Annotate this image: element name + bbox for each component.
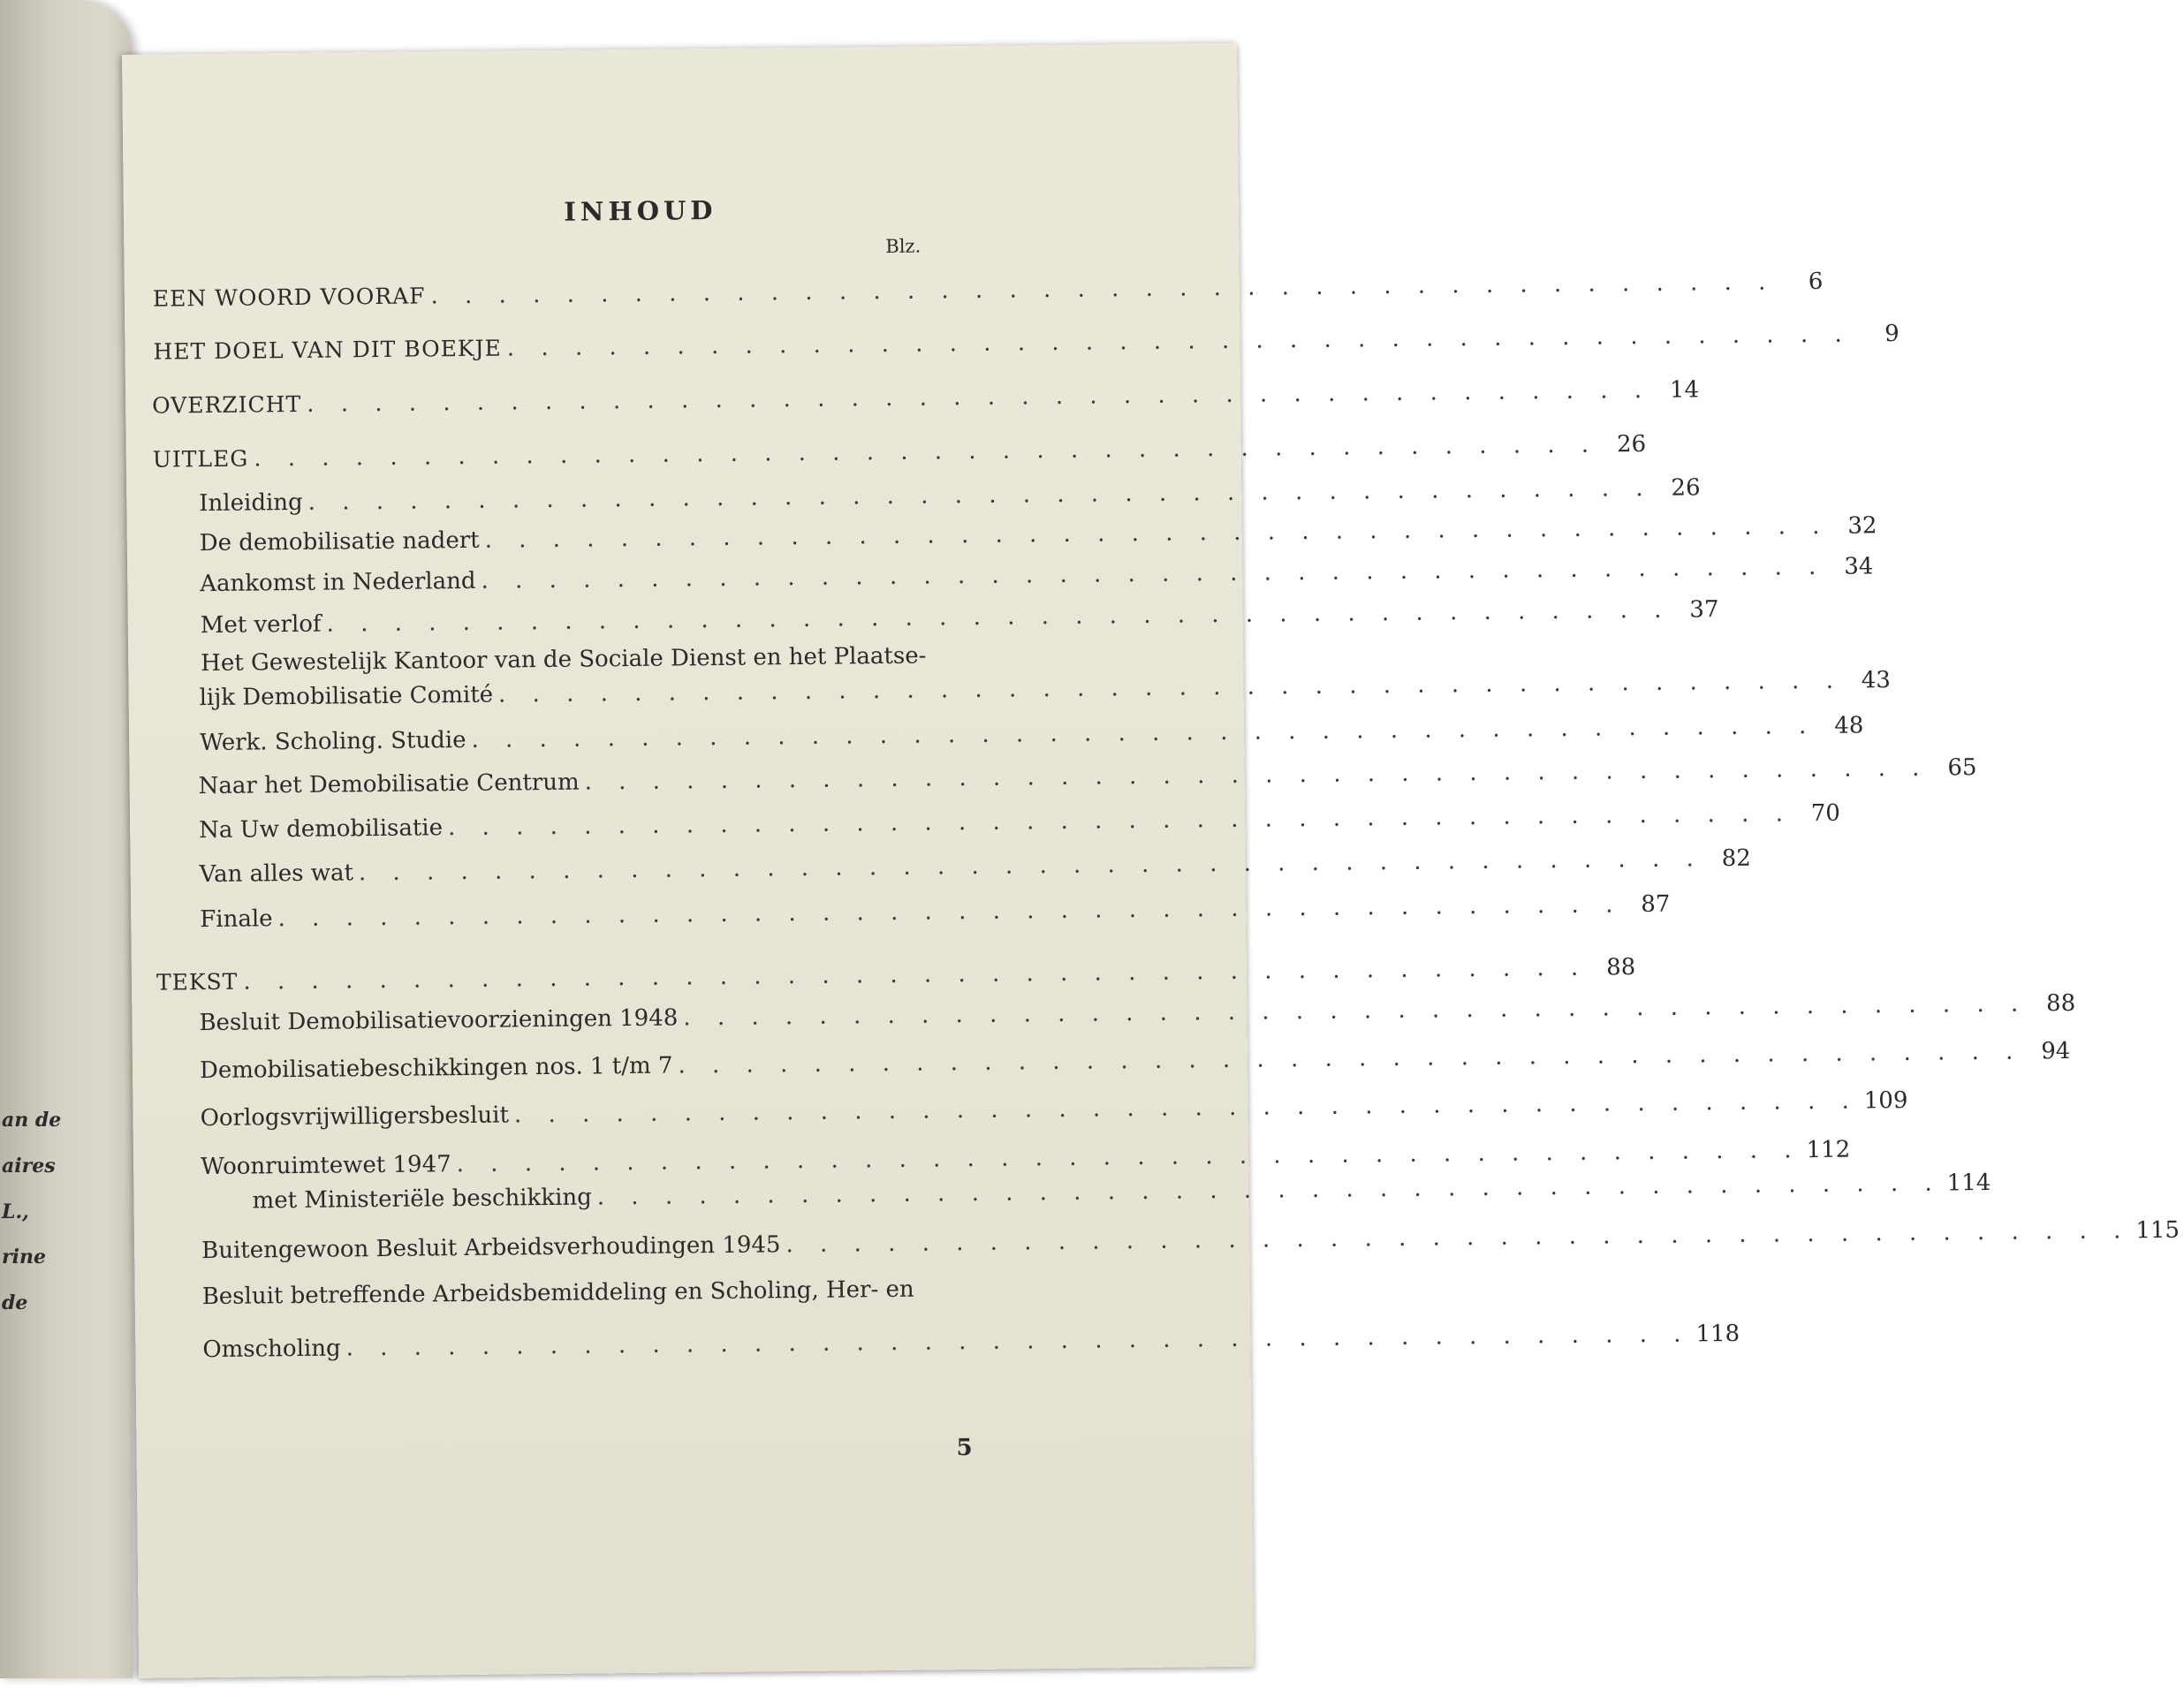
toc-subentry	[200, 712, 1864, 757]
toc-subentry	[201, 1216, 2180, 1265]
toc-entry-label: Woonruimtewet 1947	[201, 1151, 451, 1181]
facing-page	[0, 0, 133, 1678]
toc-entry-page: 6	[1808, 268, 1824, 296]
toc-subentry	[199, 512, 1877, 557]
toc-entry-label: lijk Demobilisatie Comité	[199, 681, 494, 712]
toc-subentry	[200, 553, 1874, 598]
toc-entry-page: 88	[2045, 989, 2076, 1018]
leader-dots: . . . . . . . . . . . . . . . . . . . . . . . . . . . . . . . . . . . . . . . .	[596, 1170, 1942, 1211]
toc-entry-page: 70	[1810, 799, 1841, 828]
leader-dots: . . . . . . . . . . . . . . . . . . . . . . . . . . . . . . . . . . . . . . . .	[484, 512, 1830, 554]
toc-subentry	[199, 667, 1892, 712]
toc-subentry	[199, 474, 1701, 518]
leader-dots: . . . . . . . . . . . . . . . . . . . . . . . . . . . . . . . . . . . . . . . .	[456, 1137, 1801, 1178]
leader-dots: . . . . . . . . . . . . . . . . . . . . . . . . . . . . . . . . . . . . . . . .	[584, 754, 1930, 796]
toc-entry-label: UITLEG	[152, 445, 249, 473]
toc-subentry	[200, 890, 1671, 934]
toc-subentry	[202, 1320, 1740, 1364]
toc-entry-page: 94	[2041, 1037, 2071, 1065]
toc-entry-page: 88	[1605, 954, 1636, 981]
leader-dots: . . . . . . . . . . . . . . . . . . . . . . . . . . . . . . . . . . . . . . . .	[678, 1038, 2023, 1079]
toc-subentry	[199, 1037, 2071, 1085]
toc-entry-label: Werk. Scholing. Studie	[200, 726, 466, 757]
toc-entry-page: 114	[1946, 1169, 1991, 1197]
toc-entry-page: 26	[1671, 474, 1701, 502]
toc-entry-page: 43	[1861, 667, 1892, 694]
page-title: INHOUD	[564, 194, 717, 227]
toc-entry-page: 9	[1884, 320, 1900, 348]
toc-entry-label: Finale	[200, 905, 273, 934]
toc-subentry	[199, 989, 2076, 1037]
toc-subentry	[199, 844, 1751, 889]
leader-dots: . . . . . . . . . . . . . . . . . . . . . . . . . . . . . . . . . . . . . . . .	[785, 1217, 2131, 1259]
leader-dots: . . . . . . . . . . . . . . . . . . . . . . . . . . . . . . . . . . . . . . . .	[358, 845, 1703, 887]
toc-entry	[153, 320, 1900, 365]
toc-entry-page: 14	[1669, 376, 1700, 404]
leader-dots: . . . . . . . . . . . . . . . . . . . . . . . . . . . . . . . . . . . . . . . .	[277, 891, 1623, 933]
facing-page-snippet: aires	[2, 1155, 56, 1177]
toc-entry-page: 34	[1844, 553, 1874, 580]
toc-entry-label: Buitengewoon Besluit Arbeidsverhoudingen 1945	[201, 1231, 781, 1265]
toc-entry-page: 26	[1616, 430, 1647, 458]
leader-dots: . . . . . . . . . . . . . . . . . . . . . . . . . . . . . . . . . . . . . . . .	[683, 990, 2029, 1032]
toc-entry-page: 118	[1695, 1320, 1740, 1348]
toc-entry-label: EEN WOORD VOORAF	[152, 283, 426, 312]
toc-subentry	[200, 596, 1719, 640]
toc-entry-label: met Ministeriële beschikking	[252, 1184, 592, 1215]
toc-entry	[152, 376, 1700, 419]
toc-subentry	[200, 1086, 1908, 1132]
leader-dots: . . . . . . . . . . . . . . . . . . . . . . . . . . . . . . . . . . . . . . . .	[243, 954, 1589, 996]
facing-page-snippet: de	[2, 1291, 28, 1314]
leader-dots: . . . . . . . . . . . . . . . . . . . . . . . . . . . . . . . . . . . . . . . .	[481, 553, 1826, 594]
toc-entry-label: HET DOEL VAN DIT BOEKJE	[153, 335, 502, 365]
toc-entry-page: 109	[1863, 1086, 1908, 1115]
toc-entry-label: Aankomst in Nederland	[200, 567, 476, 598]
toc-entry-label: Van alles wat	[199, 859, 354, 889]
leader-dots: . . . . . . . . . . . . . . . . . . . . . . . . . . . . . . . . . . . . . . . .	[345, 1321, 1691, 1362]
toc-entry-page: 48	[1834, 712, 1864, 739]
toc-subentry	[201, 1136, 1851, 1181]
leader-dots: . . . . . . . . . . . . . . . . . . . . . . . . . . . . . . . . . . . . . . . .	[447, 800, 1793, 842]
toc-subentry	[252, 1169, 1991, 1215]
leader-dots: . . . . . . . . . . . . . . . . . . . . . . . . . . . . . . . . . . . . . . . .	[254, 431, 1599, 473]
toc-entry-label: Demobilisatiebeschikkingen nos. 1 t/m 7	[199, 1052, 673, 1085]
facing-page-snippet: L.,	[2, 1200, 29, 1223]
toc-entry-label: Na Uw demobilisatie	[199, 814, 444, 844]
toc-entry-page: 37	[1689, 596, 1719, 624]
leader-dots: . . . . . . . . . . . . . . . . . . . . . . . . . . . . . . . . . . . . . . . .	[307, 474, 1653, 516]
toc-entry-page: 115	[2135, 1216, 2180, 1245]
facing-page-snippet: an de	[2, 1109, 62, 1132]
leader-dots: . . . . . . . . . . . . . . . . . . . . . . . . . . . . . . . . . . . . . . . .	[326, 596, 1672, 638]
page-number: 5	[956, 1435, 973, 1462]
toc-entry-label: Besluit Demobilisatievoorzieningen 1948	[199, 1004, 679, 1037]
toc-entry-label: Naar het Demobilisatie Centrum	[198, 768, 580, 800]
toc-entry-label: TEKST	[155, 968, 239, 996]
toc-subentry	[199, 799, 1841, 844]
leader-dots: . . . . . . . . . . . . . . . . . . . . . . . . . . . . . . . . . . . . . . . .	[506, 321, 1852, 362]
toc-entry	[152, 268, 1824, 312]
toc-entry-page: 32	[1847, 512, 1877, 540]
leader-dots: . . . . . . . . . . . . . . . . . . . . . . . . . . . . . . . . . . . . . . . .	[430, 269, 1776, 310]
toc-entry-label: Met verlof	[200, 610, 322, 640]
contents-page	[122, 43, 2180, 1678]
toc-subentry	[198, 754, 1977, 800]
toc-entry-label: Oorlogsvrijwilligersbesluit	[200, 1102, 510, 1132]
toc-entry-page: 65	[1947, 754, 1977, 782]
facing-page-snippet: rine	[2, 1246, 46, 1268]
toc-entry-page: 112	[1806, 1136, 1851, 1164]
toc-entry-label: De demobilisatie nadert	[199, 526, 480, 557]
page-column-label: Blz.	[885, 235, 921, 257]
toc-entry-label: OVERZICHT	[152, 390, 302, 419]
toc-entry-label: Inleiding	[199, 488, 303, 518]
toc-entry-page: 82	[1721, 844, 1751, 873]
leader-dots: . . . . . . . . . . . . . . . . . . . . . . . . . . . . . . . . . . . . . . . .	[307, 376, 1652, 418]
toc-subentry-line: Het Gewestelijk Kantoor van de Sociale Dienst en het Plaatse-	[201, 642, 927, 678]
table-of-contents	[122, 43, 2180, 1678]
leader-dots: . . . . . . . . . . . . . . . . . . . . . . . . . . . . . . . . . . . . . . . .	[471, 712, 1816, 753]
leader-dots: . . . . . . . . . . . . . . . . . . . . . . . . . . . . . . . . . . . . . . . .	[497, 667, 1844, 708]
toc-entry	[152, 430, 1647, 473]
leader-dots: . . . . . . . . . . . . . . . . . . . . . . . . . . . . . . . . . . . . . . . .	[513, 1087, 1859, 1129]
toc-entry	[155, 954, 1636, 996]
toc-subentry-line: Besluit betreffende Arbeidsbemiddeling en Scholing, Her- en	[201, 1276, 914, 1311]
toc-entry-page: 87	[1641, 890, 1671, 919]
toc-entry-label: Omscholing	[202, 1335, 341, 1364]
